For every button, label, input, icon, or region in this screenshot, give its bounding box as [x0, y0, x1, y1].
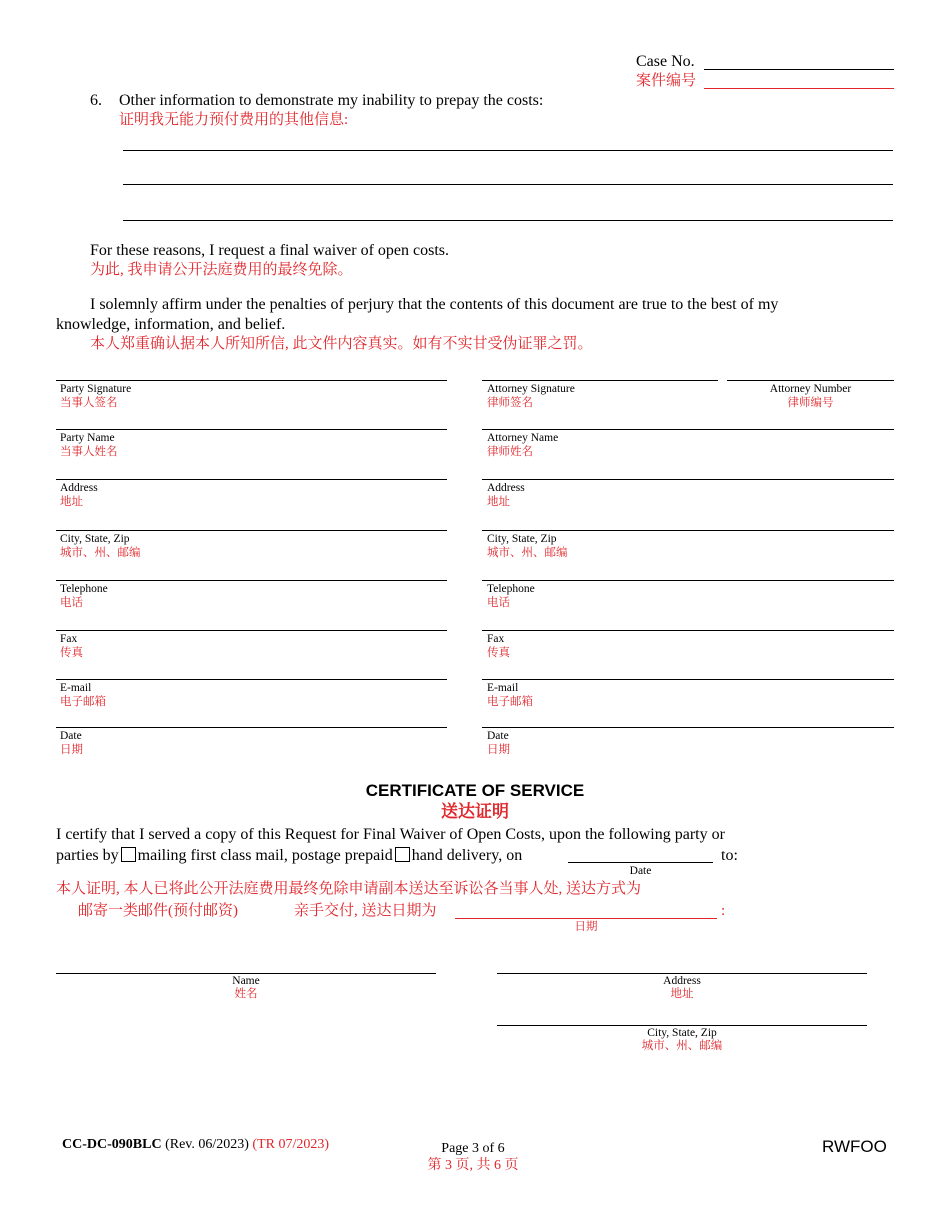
recipient-city-label: City, State, Zip	[647, 1027, 717, 1039]
certificate-line-2	[56, 846, 522, 865]
party-fax-field: Fax 传真	[60, 633, 83, 659]
certificate-title: CERTIFICATE OF SERVICE	[365, 781, 585, 800]
case-no-label-zh: 案件编号	[636, 73, 697, 89]
footer-form-id	[62, 1136, 329, 1153]
mail-checkbox[interactable]	[121, 847, 136, 862]
request-text: For these reasons, I request a final waiver of open costs.	[90, 242, 449, 259]
recipient-name-label-zh: 姓名	[234, 988, 258, 1000]
attorney-signature-line[interactable]	[482, 380, 718, 381]
item6-text: Other information to demonstrate my inability to prepay the costs:	[119, 92, 544, 109]
hand-option-label: hand delivery, on	[411, 847, 523, 864]
attorney-fax-field: Fax 传真	[487, 633, 510, 659]
zh-colon: :	[721, 903, 726, 919]
certificate-line-1: I certify that I served a copy of this Request for Final Waiver of Open Costs, upon the following party or	[56, 826, 725, 843]
party-signature-field: Party Signature 当事人签名	[60, 383, 132, 409]
service-date-field[interactable]	[568, 862, 713, 863]
page-number-zh: 第 3 页, 共 6 页	[427, 1158, 519, 1173]
form-rev: (Rev. 06/2023)	[165, 1137, 249, 1152]
other-info-line-1[interactable]	[123, 150, 893, 151]
attorney-number-field: Attorney Number 律师编号	[769, 383, 852, 409]
party-address-field: Address 地址	[60, 482, 98, 508]
attorney-city-line[interactable]	[482, 530, 894, 531]
request-text-zh: 为此, 我申请公开法庭费用的最终免除。	[90, 262, 353, 278]
case-no-field-zh-line	[704, 88, 894, 89]
item6-text-zh: 证明我无能力预付费用的其他信息:	[119, 112, 349, 128]
party-address-line[interactable]	[56, 479, 447, 480]
attorney-email-field: E-mail 电子邮箱	[487, 682, 533, 708]
service-date-label: Date	[629, 865, 652, 877]
attorney-name-line[interactable]	[482, 429, 894, 430]
party-telephone-field: Telephone 电话	[60, 583, 108, 609]
affirm-line-1: I solemnly affirm under the penalties of perjury that the contents of this document are true to the best of my	[90, 296, 779, 313]
party-signature-line[interactable]	[56, 380, 447, 381]
attorney-fax-line[interactable]	[482, 630, 894, 631]
case-no-label: Case No.	[636, 53, 695, 70]
attorney-date-field: Date 日期	[487, 730, 510, 756]
party-name-field: Party Name 当事人姓名	[60, 432, 118, 458]
item6-number: 6.	[90, 92, 102, 109]
attorney-city-field: City, State, Zip 城市、州、邮编	[487, 533, 568, 559]
affirm-line-2: knowledge, information, and belief.	[56, 316, 286, 333]
hand-checkbox[interactable]	[395, 847, 410, 862]
form-code: RWFOO	[822, 1137, 887, 1156]
case-no-field[interactable]	[704, 69, 894, 70]
party-telephone-line[interactable]	[56, 580, 447, 581]
recipient-address-label-zh: 地址	[670, 988, 694, 1000]
zh-hand-option: 亲手交付, 送达日期为	[294, 903, 437, 919]
recipient-name-label: Name	[232, 975, 260, 987]
certificate-zh-line-1: 本人证明, 本人已将此公开法庭费用最终免除申请副本送达至诉讼各当事人处, 送达方式为	[56, 881, 642, 897]
attorney-telephone-line[interactable]	[482, 580, 894, 581]
attorney-telephone-field: Telephone 电话	[487, 583, 535, 609]
party-fax-line[interactable]	[56, 630, 447, 631]
attorney-signature-field: Attorney Signature 律师签名	[487, 383, 575, 409]
recipient-city-label-zh: 城市、州、邮编	[641, 1040, 723, 1052]
service-date-label-zh: 日期	[574, 921, 598, 933]
party-city-field: City, State, Zip 城市、州、邮编	[60, 533, 141, 559]
attorney-number-line[interactable]	[727, 380, 894, 381]
form-id: CC-DC-090BLC	[62, 1137, 162, 1152]
party-date-line[interactable]	[56, 727, 447, 728]
attorney-name-field: Attorney Name 律师姓名	[487, 432, 559, 458]
party-email-line[interactable]	[56, 679, 447, 680]
recipient-address-label: Address	[663, 975, 701, 987]
to-text: to:	[721, 847, 738, 864]
party-date-field: Date 日期	[60, 730, 83, 756]
certificate-title-zh: 送达证明	[441, 802, 509, 821]
attorney-address-field: Address 地址	[487, 482, 525, 508]
page-number: Page 3 of 6	[441, 1141, 505, 1156]
service-date-field-zh[interactable]	[455, 918, 717, 919]
attorney-date-line[interactable]	[482, 727, 894, 728]
party-city-line[interactable]	[56, 530, 447, 531]
parties-by-text: parties by	[56, 847, 119, 864]
other-info-line-3[interactable]	[123, 220, 893, 221]
party-name-line[interactable]	[56, 429, 447, 430]
attorney-address-line[interactable]	[482, 479, 894, 480]
attorney-email-line[interactable]	[482, 679, 894, 680]
other-info-line-2[interactable]	[123, 184, 893, 185]
mail-option-label: mailing first class mail, postage prepaid	[137, 847, 393, 864]
affirm-text-zh: 本人郑重确认据本人所知所信, 此文件内容真实。如有不实甘受伪证罪之罚。	[90, 336, 593, 352]
zh-mail-option: 邮寄一类邮件(预付邮资)	[78, 903, 238, 919]
party-email-field: E-mail 电子邮箱	[60, 682, 106, 708]
form-tr: (TR 07/2023)	[252, 1137, 330, 1152]
